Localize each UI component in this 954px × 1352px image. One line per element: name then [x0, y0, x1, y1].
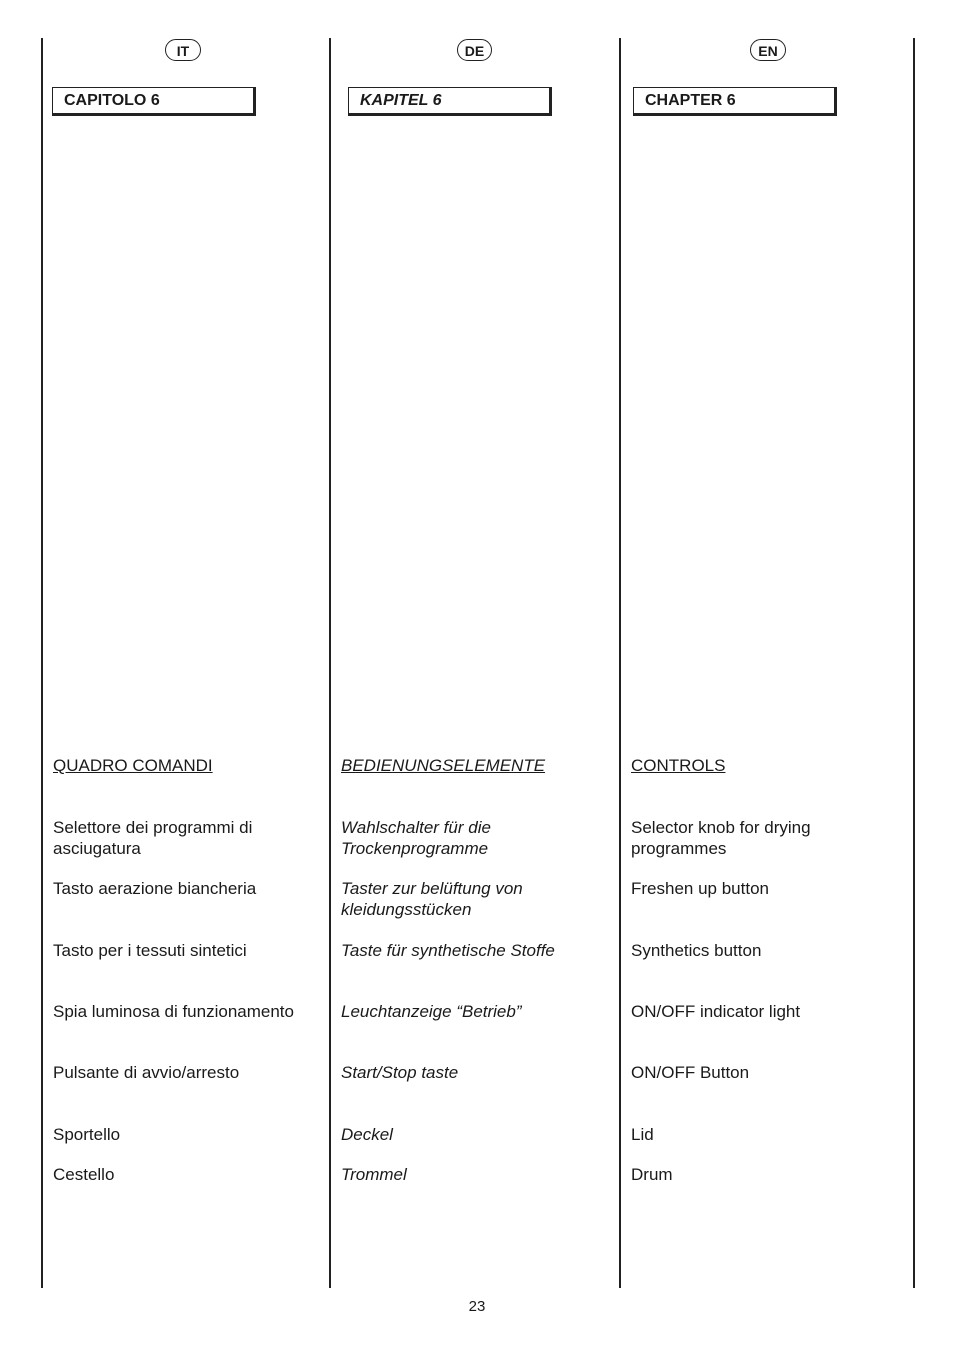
list-item: Taster zur belüftung von kleidungsstücken [341, 879, 523, 919]
page-number: 23 [468, 1298, 486, 1315]
chapter-title-it: CAPITOLO 6 [52, 87, 256, 116]
list-item: Selector knob for drying programmes [631, 818, 811, 858]
chapter-title-de: KAPITEL 6 [348, 87, 552, 116]
column-divider-1 [329, 38, 331, 1288]
list-item: Tasto aerazione biancheria [53, 879, 257, 898]
list-item: Deckel [341, 1125, 393, 1144]
chapter-title-en: CHAPTER 6 [633, 87, 837, 116]
list-item: Cestello [53, 1165, 115, 1184]
list-item: ON/OFF indicator light [631, 1002, 801, 1021]
list-item: Pulsante di avvio/arresto [53, 1063, 240, 1082]
list-item: Start/Stop taste [341, 1063, 459, 1082]
list-item: Trommel [341, 1165, 407, 1184]
list-item: Spia luminosa di funzionamento [53, 1002, 294, 1021]
list-item: ON/OFF Button [631, 1063, 750, 1082]
column-divider-right [913, 38, 915, 1288]
language-badge-en: EN [750, 39, 786, 61]
column-divider-left [41, 38, 43, 1288]
list-item: Selettore dei programmi di asciugatura [53, 818, 253, 858]
list-item: Sportello [53, 1125, 121, 1144]
list-item: Leuchtanzeige “Betrieb” [341, 1002, 522, 1021]
language-badge-it: IT [165, 39, 201, 61]
section-heading-en: CONTROLS [631, 756, 726, 775]
list-item: Freshen up button [631, 879, 769, 898]
column-divider-2 [619, 38, 621, 1288]
section-heading-de: BEDIENUNGSELEMENTE [341, 756, 546, 775]
list-item: Lid [631, 1125, 654, 1144]
list-item: Drum [631, 1165, 673, 1184]
list-item: Synthetics button [631, 941, 762, 960]
section-heading-it: QUADRO COMANDI [53, 756, 213, 775]
list-item: Taste für synthetische Stoffe [341, 941, 555, 960]
language-badge-de: DE [457, 39, 492, 61]
list-item: Tasto per i tessuti sintetici [53, 941, 247, 960]
list-item: Wahlschalter für die Trockenprogramme [341, 818, 491, 858]
